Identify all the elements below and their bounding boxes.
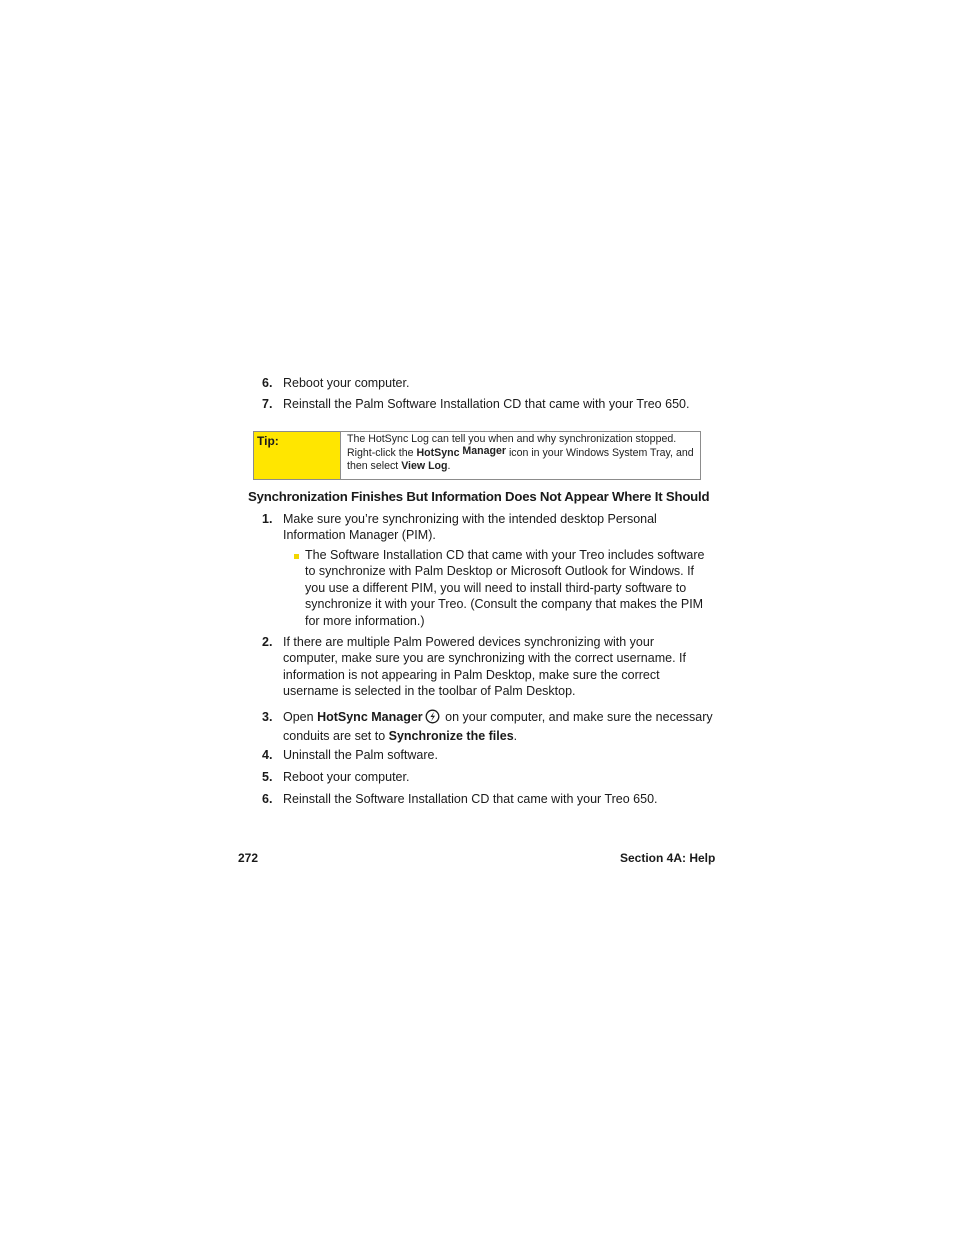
tip-line-3 — [347, 460, 696, 474]
tip-body — [341, 432, 700, 479]
step-text: Uninstall the Palm software. — [283, 748, 438, 762]
step-text: Make sure you’re synchronizing with the intended desktop Personal Information Manager (PIM). — [283, 512, 657, 543]
tip-text: Right-click the — [347, 446, 417, 459]
tip-bold-view-log: View Log — [401, 460, 448, 472]
tip-bold-hotsync: HotSync — [416, 446, 460, 459]
hotsync-icon — [425, 709, 440, 728]
tip-box — [253, 431, 701, 480]
step-text — [283, 709, 715, 745]
step-number: 7. — [262, 397, 273, 411]
step-number: 2. — [262, 635, 273, 649]
bullet-square-icon — [294, 554, 299, 559]
step-text-part: . — [513, 729, 518, 744]
tip-line-1: The HotSync Log can tell you when and why synchronization stopped. — [347, 433, 677, 445]
step-number: 6. — [262, 792, 273, 806]
section-heading: Synchronization Finishes But Information Does Not Appear Where It Should — [248, 489, 710, 504]
tip-label: Tip: — [254, 432, 341, 479]
step-text: Reinstall the Palm Software Installation CD that came with your Treo 650. — [283, 397, 690, 411]
step-text: Reboot your computer. — [283, 376, 410, 390]
step-number: 3. — [262, 710, 273, 724]
step-text: Reboot your computer. — [283, 770, 410, 784]
tip-line-2 — [347, 444, 696, 461]
step-number: 1. — [262, 512, 273, 526]
tip-text: then select — [347, 460, 402, 472]
tip-text: icon in your Windows System Tray, and — [506, 446, 694, 459]
tip-text: . — [447, 460, 451, 472]
step-text: Reinstall the Software Installation CD that came with your Treo 650. — [283, 792, 658, 806]
step-number: 5. — [262, 770, 273, 784]
synchronize-files-label: Synchronize the files — [388, 729, 514, 744]
step-text-part: Open — [283, 710, 318, 724]
bullet-text: The Software Installation CD that came with your Treo includes software to synchronize with Palm Desktop or Microsoft Outlook for Windows. If you use a different PIM, you will need to install third-party software to synchronize it with your Treo. (Consult the company that makes the PIM for more information.) — [305, 548, 705, 628]
tip-bold-manager: Manager — [462, 444, 506, 457]
page-number: 272 — [238, 851, 259, 865]
step-number: 6. — [262, 376, 273, 390]
step-text-part: on your computer, and make sure the necessary conduits are set to — [283, 710, 713, 744]
section-label: Section 4A: Help — [620, 851, 716, 865]
step-text: If there are multiple Palm Powered devices synchronizing with your computer, make sure you are synchronizing with the correct username. If information is not appearing in Palm Desktop, make sure the correct username is selected in the toolbar of Palm Desktop. — [283, 635, 686, 699]
step-number: 4. — [262, 748, 273, 762]
hotsync-manager-label: HotSync Manager — [317, 710, 423, 724]
